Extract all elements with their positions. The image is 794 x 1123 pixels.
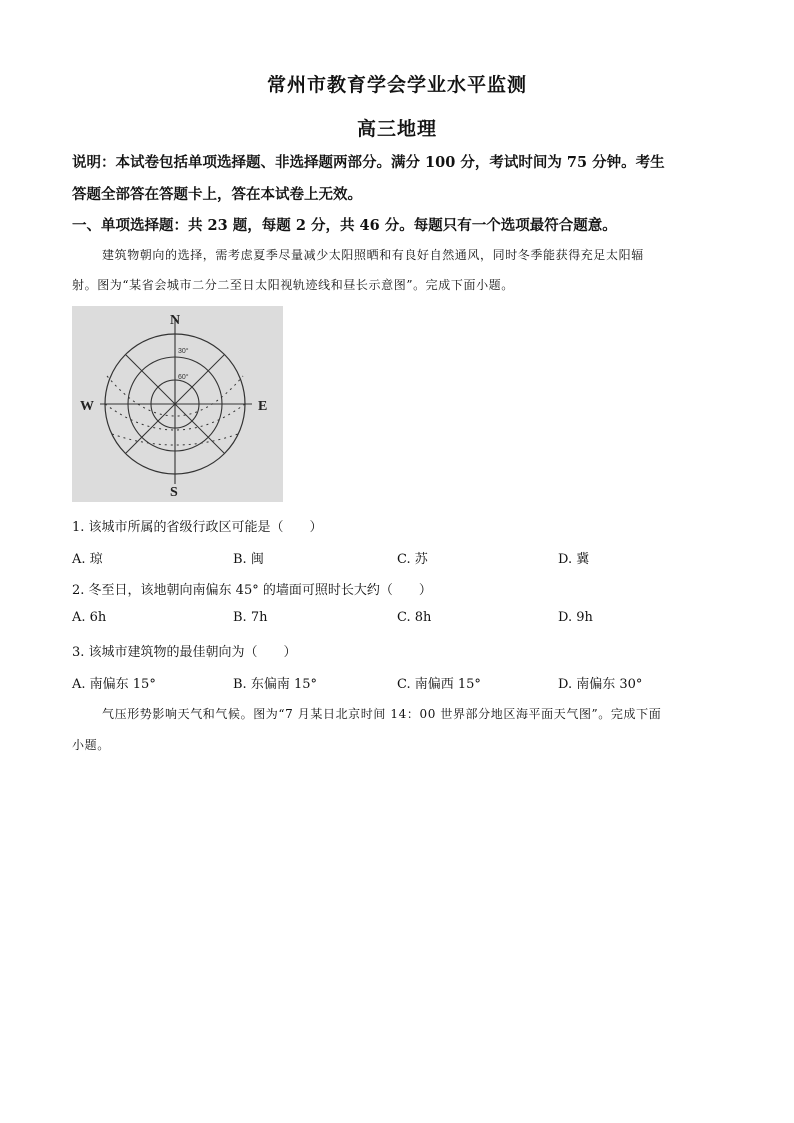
question-2-stem: 2. 冬至日，该地朝向南偏东 45° 的墙面可照时长大约（ ） [72,583,432,598]
instructions-line-1: 说明：本试卷包括单项选择题、非选择题两部分。满分 100 分，考试时间为 75 分钟。考生 [72,154,665,171]
question-1-option-b[interactable]: B. 闽 [233,552,264,567]
west-label: W [80,399,94,414]
passage-2-line-1: 气压形势影响天气和气候。图为“7 月某日北京时间 14：00 世界部分地区海平面天气图”。完成下面 [102,707,662,721]
page-subtitle: 高三地理 [356,118,437,140]
question-3-option-c[interactable]: C. 南偏西 15° [397,677,481,692]
east-label: E [258,399,268,414]
question-1-option-a[interactable]: A. 琼 [72,552,103,567]
question-2-option-b[interactable]: B. 7h [233,610,268,625]
sun-path-diagram [72,306,283,502]
passage-1-line-1: 建筑物朝向的选择，需考虑夏季尽量减少太阳照晒和有良好自然通风，同时冬季能获得充足太阳辐 [102,248,644,262]
question-1-option-d[interactable]: D. 冀 [558,552,590,567]
question-1-option-c[interactable]: C. 苏 [397,552,428,567]
question-2-option-c[interactable]: C. 8h [397,610,432,625]
question-3-stem: 3. 该城市建筑物的最佳朝向为（ ） [72,645,297,660]
question-3-option-a[interactable]: A. 南偏东 15° [72,677,156,692]
question-2-option-d[interactable]: D. 9h [558,610,593,625]
section-heading-single-choice: 一、单项选择题：共 23 题，每题 2 分，共 46 分。每题只有一个选项最符合题意。 [72,217,617,234]
question-3-option-b[interactable]: B. 东偏南 15° [233,677,317,692]
question-3-option-d[interactable]: D. 南偏东 30° [558,677,643,692]
passage-1-line-2: 射。图为“某省会城市二分二至日太阳视轨迹线和昼长示意图”。完成下面小题。 [72,278,514,292]
altitude-60-label: 60° [178,374,189,381]
north-label: N [170,313,181,328]
page-title: 常州市教育学会学业水平监测 [266,74,527,96]
passage-2-line-2: 小题。 [72,738,110,752]
altitude-30-label: 30° [178,348,189,355]
question-2-option-a[interactable]: A. 6h [72,610,107,625]
question-1-stem: 1. 该城市所属的省级行政区可能是（ ） [72,520,323,535]
instructions-line-2: 答题全部答在答题卡上，答在本试卷上无效。 [72,186,362,203]
sun-path-svg [72,306,283,502]
south-label: S [170,485,178,500]
